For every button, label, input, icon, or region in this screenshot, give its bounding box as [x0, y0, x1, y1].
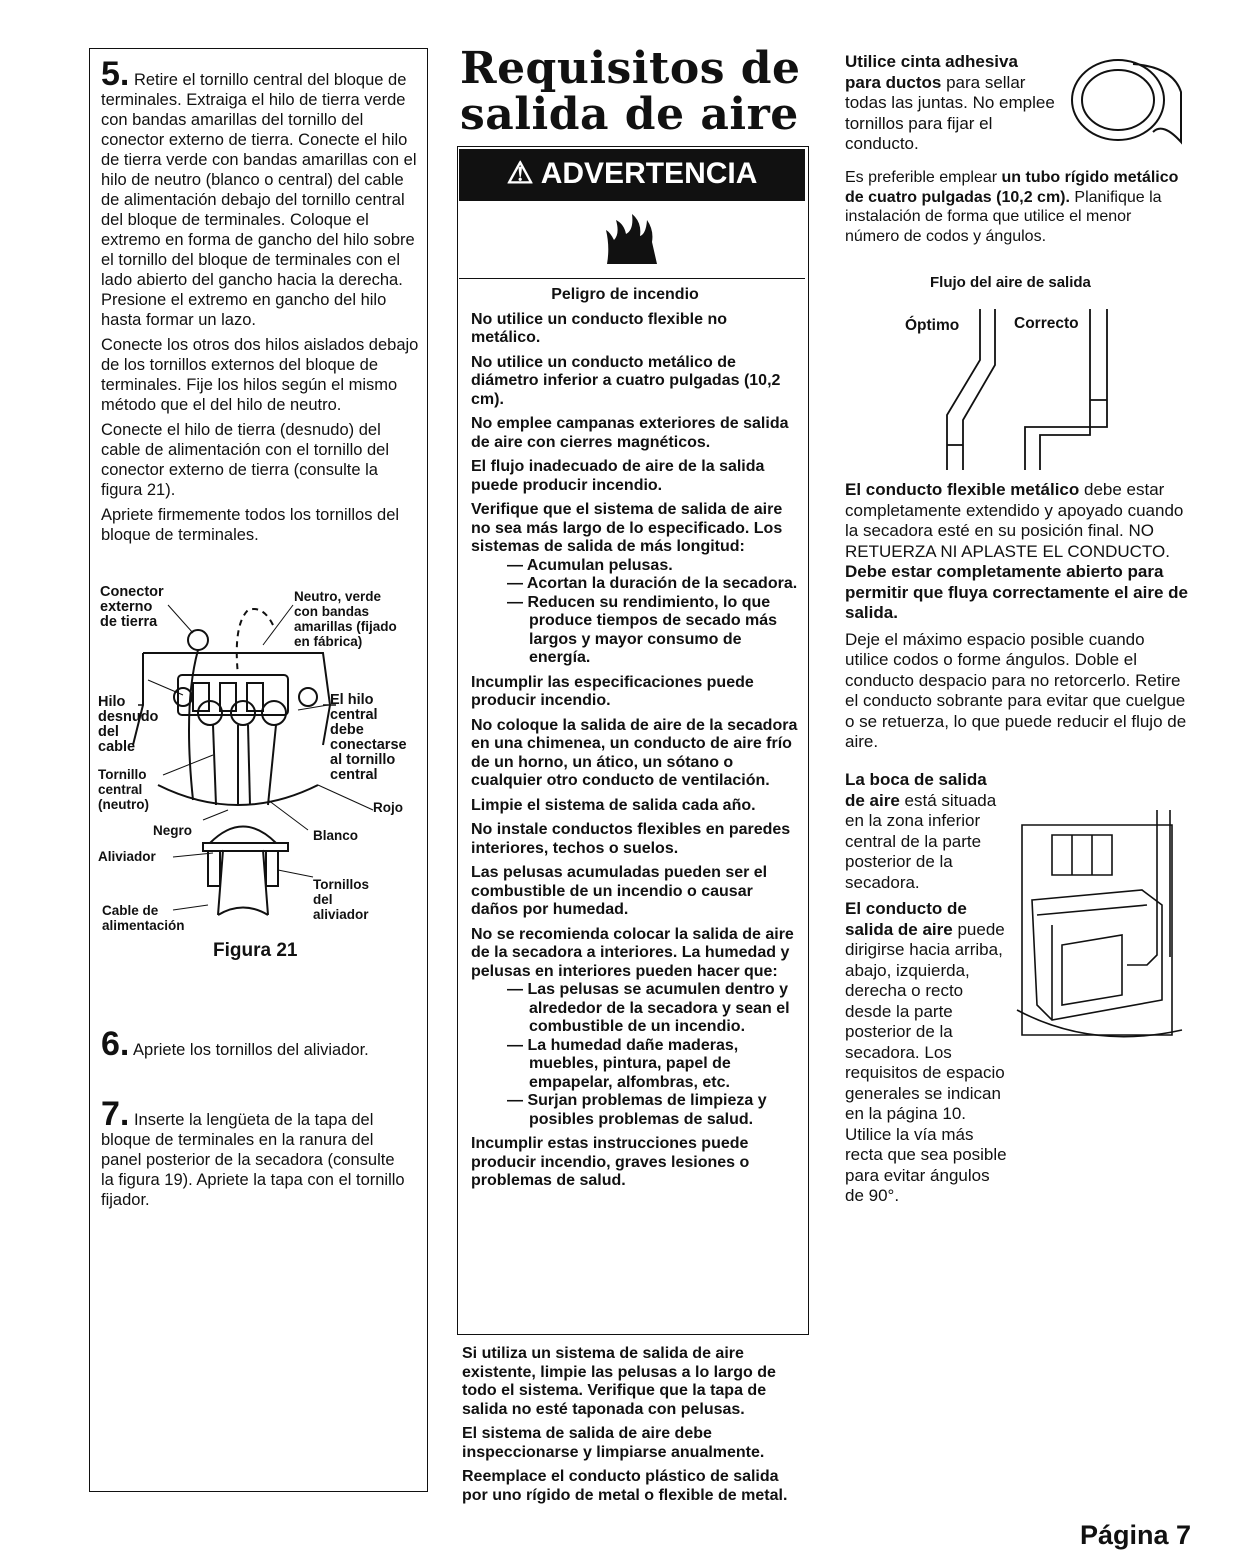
tape-text: para sellar todas las juntas. No emplee tornillos para fijar el conducto. [845, 72, 1055, 153]
replace-plastic-text: Reemplace el conducto plástico de salida por uno rígido de metal o flexible de metal. [462, 1468, 788, 1504]
label-red: Rojo [373, 800, 403, 815]
dryer-installation-illustration [1012, 805, 1187, 1050]
warning-item: Incumplir las especificaciones puede producir incendio. [471, 673, 754, 709]
tape-bold-text: Utilice cinta adhesiva para ductos [845, 52, 1018, 92]
duct-tape-icon [1063, 52, 1188, 152]
paragraph-ground-wire: Conecte el hilo de tierra (desnudo) del cable de alimentación con el tornillo del conector externo de tierra (consulte la figura 21). [101, 421, 390, 499]
label-white: Blanco [313, 828, 359, 843]
warning-item: No coloque la salida de aire de la secadora en una chimenea, un conducto de aire frío de un horno, un ático, un sótano o cualquier otro conducto de ventilación. [471, 716, 798, 789]
space-instructions: Deje el máximo espacio posible cuando utilice codos o forme ángulos. Doble el conducto despacio para no retorcerlo. Retire el conducto sobrante para evitar que cuelgue o se retuerza, lo que puede reducir el flujo de aire. [845, 629, 1187, 751]
duct-flow-diagram [925, 305, 1125, 477]
after-warning-text [462, 1345, 807, 1505]
existing-system-text: Si utiliza un sistema de salida de aire existente, limpie las pelusas a lo largo de todo el sistema. Verifique que la tapa de salida no esté taponada con pelusas. [462, 1345, 776, 1418]
warning-label: ADVERTENCIA [540, 157, 758, 190]
label-relief-screws: Tornillos del aliviador [313, 877, 369, 922]
title-line-2: salida de aire [460, 89, 799, 140]
flow-title: Flujo del aire de salida [930, 274, 1091, 291]
fire-icon [602, 212, 662, 267]
label-bare-wire: Hilo desnudo del cable [98, 694, 159, 755]
label-ground-connector: Conector externo de tierra [100, 584, 164, 630]
warning-subitem: — Las pelusas se acumulen dentro y alrededor de la secadora y sean el combustible de un incendio. [507, 981, 790, 1035]
pref-text-2: Planifique la instalación de forma que utilice el menor número de codos y ángulos. [845, 188, 1162, 245]
step-5 [101, 55, 419, 545]
warning-divider [459, 278, 805, 279]
step-5-text: Retire el tornillo central del bloque de terminales. Extraiga el hilo de tierra verde con bandas amarillas del tornillo del conector externo de tierra. Conecte el hilo de tierra verde con bandas amarillas con el hilo de neutro (blanco o central) del cable de alimentación debajo del tornillo central del bloque de terminales. Coloque el extremo en forma de gancho del hilo sobre el tornillo del bloque de terminales con el lado abierto del gancho hacia la derecha. Presione el extremo en gancho del hilo hasta formar un lazo. [101, 71, 417, 329]
page-title [460, 43, 820, 140]
warning-item: No instale conductos flexibles en paredes interiores, techos o suelos. [471, 821, 791, 857]
warning-subitem: — La humedad dañe maderas, muebles, pintura, papel de empapelar, alfombras, etc. [507, 1036, 739, 1091]
direction-bold: El conducto de salida de aire [845, 899, 967, 939]
warning-item: Limpie el sistema de salida cada año. [471, 796, 756, 814]
warning-item: Verifique que el sistema de salida de aire no sea más largo de lo especificado. Los sistemas de salida de más longitud: [471, 501, 783, 555]
hazard-title: Peligro de incendio [551, 286, 699, 303]
warning-subitem: — Reducen su rendimiento, lo que produce tiempos de secado más largos y mayor consumo de energía. [507, 593, 778, 666]
paragraph-tighten: Apriete firmemente todos los tornillos del bloque de terminales. [101, 506, 400, 544]
outlet-location [845, 770, 1010, 1207]
label-black: Negro [153, 823, 193, 838]
pref-text-1: Es preferible emplear [845, 169, 1002, 186]
page-number: Página 7 [1080, 1520, 1192, 1550]
step-6 [101, 1025, 419, 1063]
warning-item: Las pelusas acumuladas pueden ser el combustible de un incendio o causar daños por humedad. [471, 864, 768, 918]
label-neutral-green: Neutro, verde con bandas amarillas (fijado en fábrica) [294, 589, 397, 649]
warning-item: No utilice un conducto flexible no metálico. [471, 310, 728, 346]
step-7-number: 7. [101, 1095, 130, 1133]
label-power-cable: Cable de alimentación [102, 903, 185, 933]
warning-item: El flujo inadecuado de aire de la salida puede producir incendio. [471, 458, 765, 494]
flexible-bold-1: El conducto flexible metálico [845, 480, 1080, 499]
flow-label-correcto: Correcto [1014, 315, 1079, 332]
figure-21 [98, 585, 423, 970]
flexible-duct-instructions [845, 480, 1190, 753]
flexible-text-1: debe estar completamente extendido y apoyado cuando la secadora esté en su posición final. NO RETUERZA NI APLASTE EL CONDUCTO. [845, 480, 1184, 561]
rigid-duct-preference [845, 168, 1190, 246]
label-strain-relief: Aliviador [98, 849, 156, 864]
title-line-1: Requisitos de [460, 43, 801, 94]
outlet-bold: La boca de salida de aire [845, 770, 987, 810]
outlet-text: está situada en la zona inferior central de la parte posterior de la secadora. [845, 790, 997, 892]
label-central-wire: El hilo central debe conectarse al tornillo central [330, 692, 407, 783]
pref-bold: un tubo rígido metálico de cuatro pulgadas (10,2 cm). [845, 169, 1179, 206]
figure-caption: Figura 21 [213, 940, 298, 961]
step-7-text: Inserte la lengüeta de la tapa del bloque de terminales en la ranura del panel posterior de la secadora (consulte la figura 19). Apriete la tapa con el tornillo fijador. [101, 1111, 405, 1209]
warning-content [471, 286, 799, 1191]
warning-item: No utilice un conducto metálico de diámetro inferior a cuatro pulgadas (10,2 cm). [471, 353, 781, 408]
flexible-bold-2: Debe estar completamente abierto para permitir que fluya correctamente el aire de salida. [845, 562, 1188, 622]
step-6-text: Apriete los tornillos del aliviador. [133, 1041, 369, 1059]
flow-label-optimo: Óptimo [905, 317, 960, 334]
warning-subitem: — Surjan problemas de limpieza y posibles problemas de salud. [507, 1092, 767, 1128]
warning-banner [459, 149, 805, 201]
paragraph-other-wires: Conecte los otros dos hilos aislados debajo de los tornillos externos del bloque de terminales. Fije los hilos según el mismo método que el del hilo de neutro. [101, 336, 419, 414]
warning-item: No se recomienda colocar la salida de aire de la secadora a interiores. La humedad y pelusas en interiores pueden hacer que: [471, 925, 794, 980]
warning-subitem: — Acumulan pelusas. [507, 556, 673, 574]
label-central-screw: Tornillo central (neutro) [98, 767, 149, 812]
tape-instructions [845, 52, 1055, 155]
step-5-number: 5. [101, 55, 130, 93]
annual-inspection-text: El sistema de salida de aire debe inspeccionarse y limpiarse anualmente. [462, 1425, 765, 1461]
step-6-number: 6. [101, 1025, 130, 1063]
warning-item: No emplee campanas exteriores de salida de aire con cierres magnéticos. [471, 415, 789, 451]
step-7 [101, 1095, 411, 1210]
warning-item: Incumplir estas instrucciones puede producir incendio, graves lesiones o problemas de salud. [471, 1135, 750, 1189]
warning-triangle-icon: ⚠ [506, 157, 534, 190]
direction-text: puede dirigirse hacia arriba, abajo, izquierda, derecha o recto desde la parte posterior de la secadora. Los requisitos de espacio generales se indican en la página 10. Utilice la vía más recta que sea posible para evitar ángulos de 90°. [845, 919, 1007, 1205]
warning-subitem: — Acortan la duración de la secadora. [507, 575, 798, 592]
